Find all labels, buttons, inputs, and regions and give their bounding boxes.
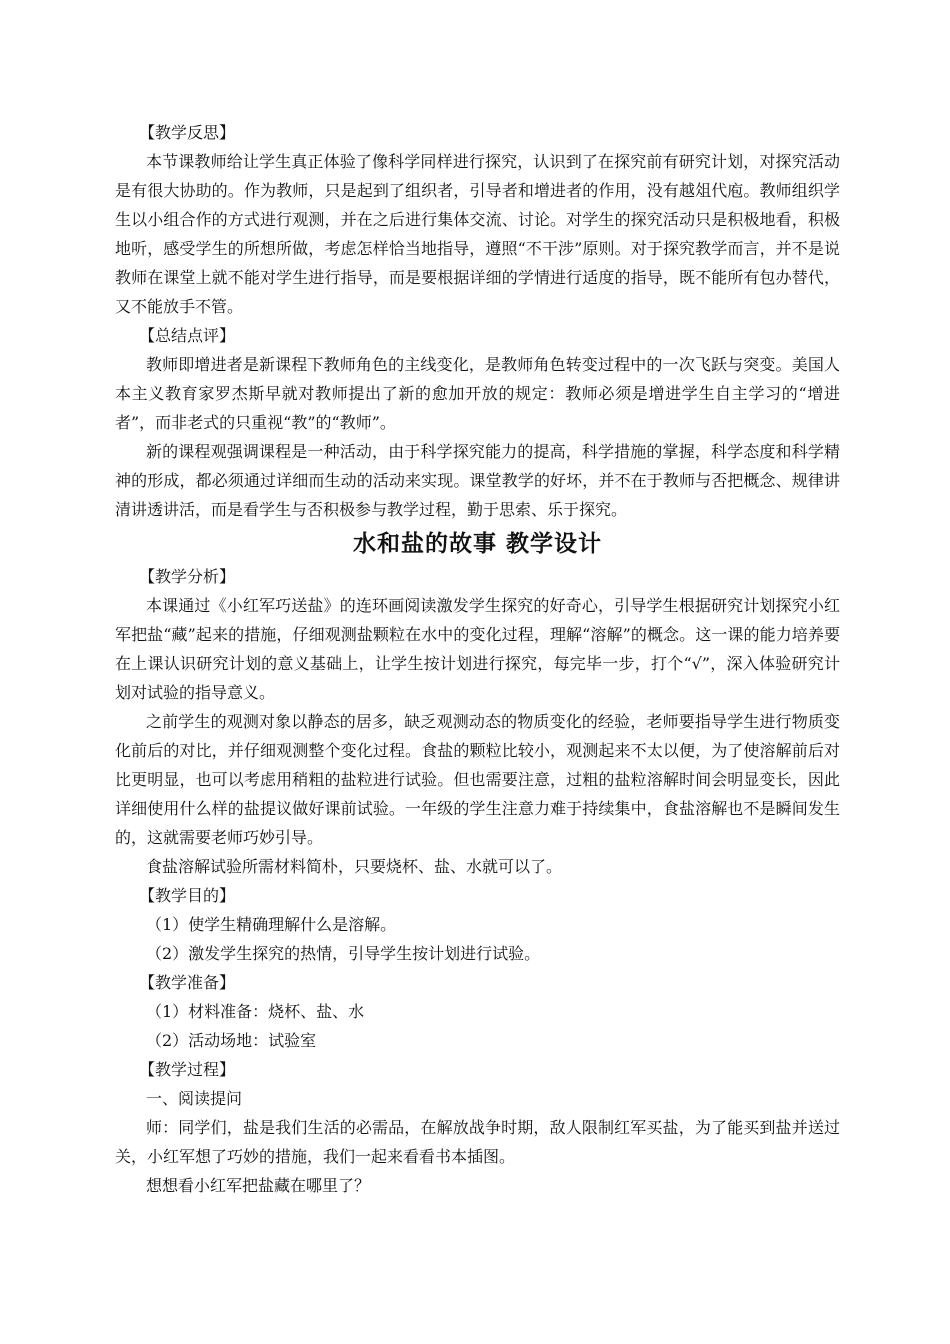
- section-heading-summary: 【总结点评】: [139, 326, 236, 345]
- summary-paragraph-1: 教师即增进者是新课程下教师角色的主线变化，是教师角色转变过程中的一次飞跃与突变。美国人本主义教育家罗杰斯早就对教师提出了新的愈加开放的规定：教师必须是增进学生自主学习的“增进者”，而非老式的只重视“教”的“教师”。: [115, 355, 840, 432]
- prep-item-1: （1）材料准备：烧杯、盐、水: [146, 1002, 365, 1021]
- analysis-paragraph-3: 食盐溶解试验所需材料简朴，只要烧杯、盐、水就可以了。: [146, 857, 563, 876]
- section-heading-prep: 【教学准备】: [139, 973, 236, 992]
- section-heading-analysis: 【教学分析】: [139, 567, 236, 586]
- section-heading-goals: 【教学目的】: [139, 886, 236, 905]
- prep-item-2: （2）活动场地：试验室: [146, 1031, 317, 1050]
- goal-item-2: （2）激发学生探究的热情，引导学生按计划进行试验。: [146, 944, 541, 963]
- process-paragraph-2: 想想看小红军把盐藏在哪里了？: [146, 1176, 371, 1195]
- summary-paragraph-2: 新的课程观强调课程是一种活动，由于科学探究能力的提高，科学措施的掌握，科学态度和科学精神的形成，都必须通过详细而生动的活动来实现。课堂教学的好坏，并不在于教师与否把概念、规律讲清讲透讲活，而是看学生与否积极参与教学过程，勤于思索、乐于探究。: [115, 442, 840, 519]
- section-heading-reflection: 【教学反思】: [139, 123, 236, 142]
- analysis-paragraph-1: 本课通过《小红军巧送盐》的连环画阅读激发学生探究的好奇心，引导学生根据研究计划探究小红军把盐“藏”起来的措施，仔细观测盐颗粒在水中的变化过程，理解“溶解”的概念。这一课的能力培养要在上课认识研究计划的意义基础上，让学生按计划进行探究，每完毕一步，打个“√”，深入体验研究计划对试验的指导意义。: [115, 596, 840, 702]
- document-page: [115, 118, 840, 1200]
- process-paragraph-1: 师：同学们，盐是我们生活的必需品，在解放战争时期，敌人限制红军买盐，为了能买到盐并送过关，小红军想了巧妙的措施，我们一起来看看书本插图。: [115, 1118, 840, 1166]
- document-title: 水和盐的故事 教学设计: [352, 531, 602, 557]
- reflection-paragraph: 本节课教师给让学生真正体验了像科学同样进行探究，认识到了在探究前有研究计划，对探究活动是有很大协助的。作为教师，只是起到了组织者，引导者和增进者的作用，没有越俎代庖。教师组织学生以小组合作的方式进行观测，并在之后进行集体交流、讨论。对学生的探究活动只是积极地看，积极地听，感受学生的所想所做，考虑怎样恰当地指导，遵照“不干涉”原则。对于探究教学而言，并不是说教师在课堂上就不能对学生进行指导，而是要根据详细的学情进行适度的指导，既不能所有包办替代，又不能放手不管。: [115, 152, 840, 316]
- process-step-1: 一、阅读提问: [146, 1089, 243, 1108]
- section-heading-process: 【教学过程】: [139, 1060, 236, 1079]
- analysis-paragraph-2: 之前学生的观测对象以静态的居多，缺乏观测动态的物质变化的经验，老师要指导学生进行物质变化前后的对比，并仔细观测整个变化过程。食盐的颗粒比较小，观测起来不太以便，为了使溶解前后对比更明显，也可以考虑用稍粗的盐粒进行试验。但也需要注意，过粗的盐粒溶解时间会明显变长，因此详细使用什么样的盐提议做好课前试验。一年级的学生注意力难于持续集中，食盐溶解也不是瞬间发生的，这就需要老师巧妙引导。: [115, 712, 840, 847]
- goal-item-1: （1）使学生精确理解什么是溶解。: [146, 915, 397, 934]
